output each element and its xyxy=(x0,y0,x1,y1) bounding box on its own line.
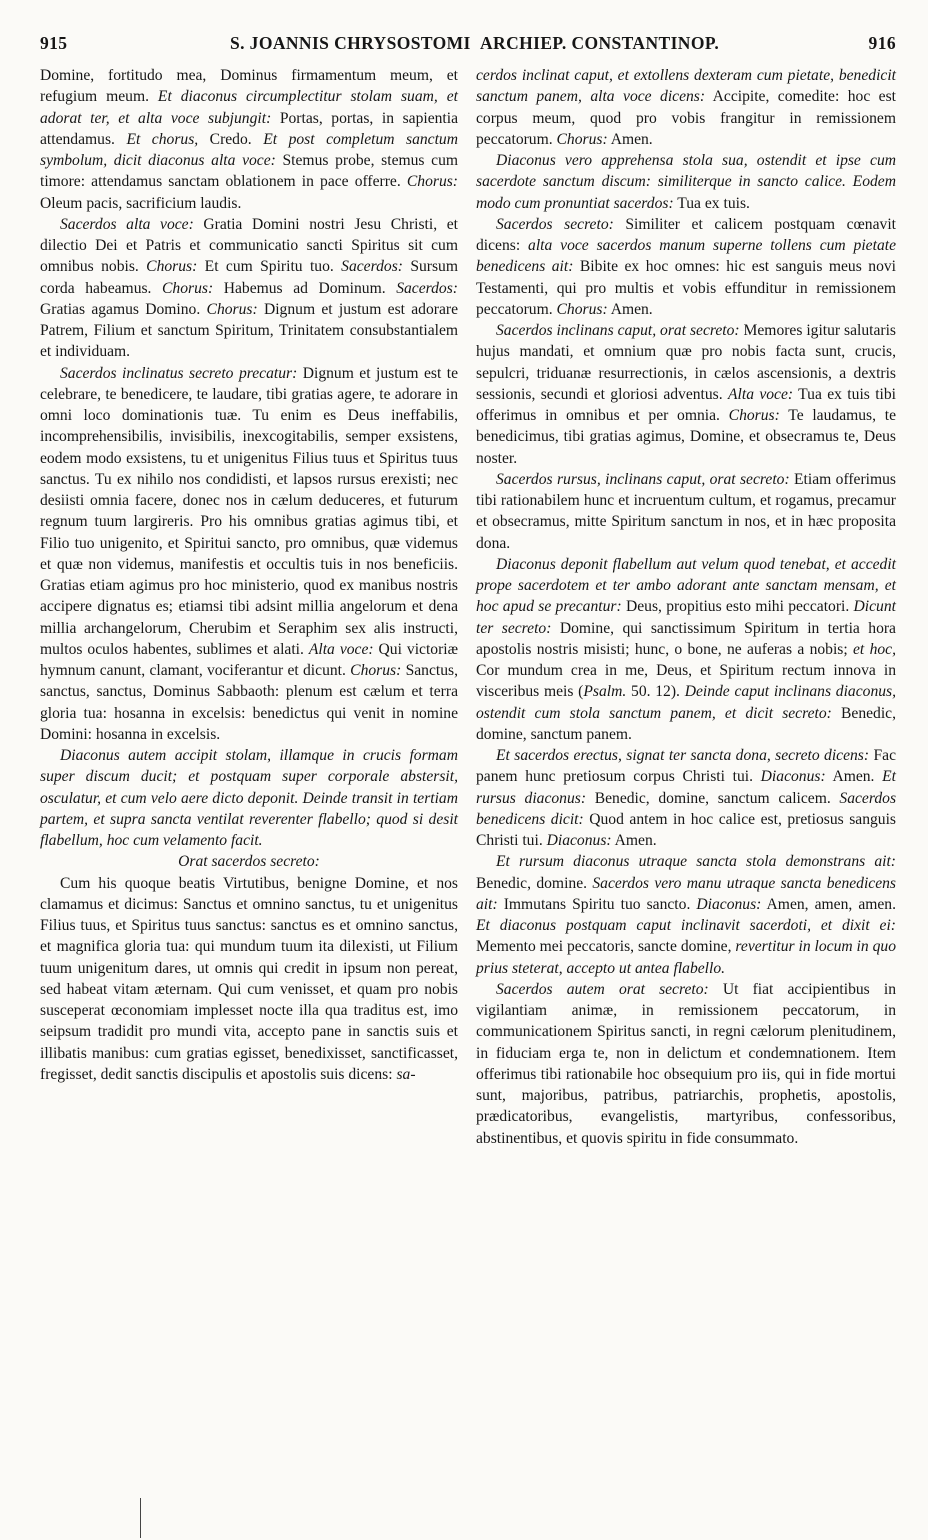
body-text: Benedic, domine. xyxy=(476,874,593,892)
rubric-text: Diaconus deponit flabellum aut velum quod tenebat, et accedit prope sacerdotem et ter ambo adorant ante sanctam mensam, et hoc apud se precantur: xyxy=(476,555,896,616)
body-text: Amen. xyxy=(611,832,657,849)
rubric-text: Et sacerdos erectus, signat ter sancta dona, secreto dicens: xyxy=(496,747,870,764)
rubric-text: Sacerdos secreto: xyxy=(496,215,614,233)
rubric-text: Deinde caput inclinans diaconus, ostendit cum stola sanctum panem, et dicit secreto: xyxy=(476,683,897,722)
body-text: Habemus ad Dominum. xyxy=(213,279,397,297)
body-text: Domine, qui sanctissimum Spiritum in tertia hora apostolis nostris misisti; hunc, o bone, ne auferas a nobis; xyxy=(476,619,896,658)
paragraph xyxy=(476,745,896,851)
body-text: Tua ex tuis tibi offerimus in omnibus et per omnia. xyxy=(476,385,896,424)
page-header xyxy=(40,33,896,63)
rubric-text: cerdos inclinat caput, et extollens dexteram cum pietate, benedicit sanctum panem, alta voce dicens: xyxy=(476,67,896,106)
rubric-text: Orat sacerdos secreto: xyxy=(178,853,320,871)
page-number-left: 915 xyxy=(40,33,68,53)
rubric-text: Chorus: xyxy=(146,258,198,276)
running-title-left: S. JOANNIS CHRYSOSTOMI xyxy=(230,33,471,53)
body-text: Portas, portas, in sapientia attendamus. xyxy=(40,109,458,148)
body-text: Domine, fortitudo mea, Dominus firmamentum meum, et refugium meum. xyxy=(40,67,458,106)
rubric-text: Alta voce: xyxy=(308,640,374,658)
rubric-text: Sacerdos benedicens dicit: xyxy=(476,789,897,828)
body-text: Cor mundum crea in me, Deus, et Spiritum rectum innova in visceribus meis ( xyxy=(476,662,896,701)
body-text: Quod antem in hoc calice est, pretiosus sanguis Christi tui. xyxy=(476,810,896,849)
body-text: Fac panem hunc pretiosum corpus Christi tui. xyxy=(476,747,897,786)
paragraph xyxy=(40,363,458,746)
paragraph xyxy=(476,554,896,745)
rubric-text: Diaconus: xyxy=(760,768,826,786)
rubric-text: Diaconus: xyxy=(546,832,612,849)
paragraph xyxy=(476,851,896,979)
rubric-text: Chorus: xyxy=(162,279,214,297)
left-text-column xyxy=(40,65,458,1085)
body-text: Accipite, comedite: hoc est corpus meum, quod pro vobis frangitur in remissionem peccatorum. xyxy=(476,88,896,148)
body-text: Memento mei peccatoris, sancte domine, xyxy=(476,938,736,956)
rubric-text: Diaconus: xyxy=(696,895,762,913)
body-text: Benedic, domine, sanctum panem. xyxy=(476,704,896,743)
body-text: Sanctus, sanctus, sanctus, Dominus Sabbaoth: plenum est cælum et terra gloria tua: hosanna in excelsis: benedictus qui venit in nomine Domini: hosanna in excelsis. xyxy=(40,662,458,743)
rubric-text: Sacerdos autem orat secreto: xyxy=(496,980,709,998)
page-number-right: 916 xyxy=(868,33,896,53)
rubric-text: Sacerdos alta voce: xyxy=(60,215,194,233)
rubric-text: Sacerdos inclinans caput, orat secreto: xyxy=(496,322,740,339)
rubric-text: Et rursum diaconus utraque sancta stola demonstrans ait: xyxy=(496,853,896,871)
paragraph xyxy=(40,745,458,851)
body-text: Memores igitur salutaris hujus mandati, et omnium quæ pro nobis facta sunt, crucis, sepulcri, triduanæ resurrectionis, in cælos ascensionis, a dextris sessionis, secundi et gloriosi adventus. xyxy=(476,322,896,403)
margin-pencil-mark xyxy=(140,1498,151,1538)
running-title-right: ARCHIEP. CONSTANTINOP. xyxy=(480,33,720,53)
body-text: Bibite ex hoc omnes: hic est sanguis meus novi Testamenti, qui pro multis et vobis effunditur in remissionem peccatorum. xyxy=(476,258,896,318)
body-text: Amen. xyxy=(825,768,883,786)
rubric-text: sa- xyxy=(396,1065,416,1083)
body-text: Sursum corda habeamus. xyxy=(40,258,458,297)
body-text: Qui victoriæ hymnum canunt, clamant, vociferantur et dicunt. xyxy=(40,640,459,679)
right-text-column xyxy=(476,65,896,1149)
rubric-text: Sacerdos inclinatus secreto precatur: xyxy=(60,364,298,382)
paragraph xyxy=(40,873,458,1086)
rubric-text: Chorus: xyxy=(556,130,608,148)
rubric-text: Et post completum sanctum symbolum, dicit diaconus alta voce: xyxy=(40,130,458,169)
rubric-text: Chorus: xyxy=(728,407,780,424)
body-text: Similiter et calicem postquam cœnavit dicens: xyxy=(476,215,896,254)
rubric-text: Diaconus autem accipit stolam, illamque in crucis formam super discum ducit; et postquam super corporale abstersit, osculatur, et cum velo aere dicto deponit. Deinde transit in tertiam partem, et supra sancta ventilat reverenter flabello; quod si desit flabellum, hoc cum velamento facit. xyxy=(40,747,458,849)
body-text: 50. 12). xyxy=(626,683,685,701)
body-text: Oleum pacis, sacrificium laudis. xyxy=(40,194,242,212)
body-text: Gratias agamus Domino. xyxy=(40,300,207,318)
paragraph xyxy=(476,979,896,1149)
body-text: Dignum et justum est te celebrare, te benedicere, te laudare, tibi gratias agere, te adorare in omni loco dominationis tuæ. Tu enim es Deus ineffabilis, incomprehensibilis, invisibilis, inexcogitabilis, semper exsistens, eodem modo exsistens, tu et unigenitus Filius tuus et Spiritus tuus sanctus. Tu ex nihilo nos condidisti, et lapsos rursus erexisti; nec desiisti omnia facere, donec nos in cælum deduceres, et futurum regnum tuum largireris. Pro his omnibus gratias agimus tibi, et Filio tuo unigenito, et Spiritui sancto, pro omnibus, quæ videmus et quæ non videmus, manifestis et occultis tuis in nos beneficiis. Gratias etiam agimus pro hoc ministerio, quod ex manibus nostris accipere dignatus es; etiamsi tibi adsint millia angelorum et dena millia archangelorum, Cherubim et Seraphim sex alis instructi, multos oculos habentes, sublimes et alati. xyxy=(40,364,458,658)
body-text: Gratia Domini nostri Jesu Christi, et dilectio Dei et Patris et communicatio sancti Spiritus sit cum omnibus nobis. xyxy=(40,215,458,276)
rubric-text: Sacerdos: xyxy=(341,258,403,276)
body-text: Deus, propitius esto mihi peccatori. xyxy=(621,598,854,616)
rubric-text: Chorus: xyxy=(406,173,458,191)
rubric-text: Et chorus, xyxy=(126,130,199,148)
rubric-text: Diaconus vero apprehensa stola sua, ostendit et ipse cum sacerdote sanctum discum: similiterque in sancto calice. Eodem modo cum pronuntiat sacerdos: xyxy=(476,152,896,212)
body-text: Tua ex tuis. xyxy=(673,194,750,212)
body-text: Stemus probe, stemus cum timore: attendamus sanctam oblationem in pace offerre. xyxy=(40,152,458,191)
paragraph xyxy=(476,150,896,214)
rubric-text: Sacerdos rursus, inclinans caput, orat secreto: xyxy=(496,470,790,488)
paragraph xyxy=(40,214,458,363)
rubric-text: Et diaconus postquam caput inclinavit sacerdoti, et dixit ei: xyxy=(476,917,896,934)
rubric-text: Chorus: xyxy=(206,300,258,318)
rubric-text: revertitur in locum in quo prius steterat, accepto ut antea flabello. xyxy=(476,938,896,977)
body-text: Etiam offerimus tibi rationabilem hunc et incruentum cultum, et rogamus, precamur et obsecramus, mitte Spiritum sanctum in nos, et in hæc proposita dona. xyxy=(476,470,896,552)
rubric-text: Sacerdos vero manu utraque sancta benedicens ait: xyxy=(476,874,896,913)
paragraph xyxy=(476,65,896,150)
paragraph xyxy=(476,469,896,554)
body-text: Amen, amen, amen. xyxy=(761,895,896,913)
rubric-text: Psalm. xyxy=(583,683,627,701)
rubric-text: et hoc, xyxy=(853,640,896,658)
rubric-text: alta voce sacerdos manum superne tollens cum pietate benedicens ait: xyxy=(476,237,896,276)
paragraph xyxy=(476,214,896,320)
body-text: Ut fiat accipientibus in vigilantiam animæ, in remissionem peccatorum, in communicationem Spiritus sancti, in regni cælorum plenitudinem, in fiduciam erga te, non in delictum et condemnationem. Item offerimus tibi rationabile hoc obsequium pro iis, qui in fide mortui sunt, majoribus, patribus, patriarchis, prophetis, apostolis, prædicatoribus, evangelistis, martyribus, confessoribus, abstinentibus, et quovis spiritu in fide consummato. xyxy=(476,980,896,1147)
rubric-text: Alta voce: xyxy=(728,385,794,403)
body-text: Dignum et justum est adorare Patrem, Filium et sanctum Spiritum, Trinitatem consubstantialem et individuam. xyxy=(40,300,458,361)
body-text: Amen. xyxy=(607,300,653,318)
body-text: Cum his quoque beatis Virtutibus, benigne Domine, et nos clamamus et dicimus: Sanctus et omnino sanctus, tu et unigenitus Filius tuus, et Spiritus tuus sanctus: sanctus es et omnino sanctus, et magnifica gloria tua: qui mundum tuum ita dilexisti, ut Filium tuum unigenitum dares, ut omnis qui credit in ipsum non pereat, sed habeat vitam æternam. Qui cum venisset, et quam pro nobis susceperat œconomiam implesset nocte illa qua traditus est, imo seipsum tradidit pro mundi vita, accepto pane in sanctis suis et illibatis manibus: cum gratias egisset, benedixisset, sanctificasset, fregisset, dedit sanctis discipulis et apostolis suis dicens: xyxy=(40,874,458,1083)
rubric-text: Chorus: xyxy=(350,662,402,679)
paragraph xyxy=(40,65,458,214)
body-text: Et cum Spiritu tuo. xyxy=(197,258,342,276)
rubric-text: Et diaconus circumplectitur stolam suam, et adorat ter, et alta voce subjungit: xyxy=(40,88,458,127)
rubric-text: Sacerdos: xyxy=(396,279,458,297)
rubric-text: Dicunt ter secreto: xyxy=(476,598,896,637)
body-text: Te laudamus, te benedicimus, tibi gratias agimus, Domine, et obsecramus te, Deus noster. xyxy=(476,407,897,467)
body-text: Benedic, domine, sanctum calicem. xyxy=(586,789,840,807)
body-text: Amen. xyxy=(607,130,653,148)
paragraph xyxy=(476,320,896,469)
rubric-text: Et rursus diaconus: xyxy=(476,768,896,807)
rubric-text: Chorus: xyxy=(556,300,608,318)
body-text: Immutans Spiritu tuo sancto. xyxy=(497,895,697,913)
body-text: Credo. xyxy=(198,130,264,148)
paragraph xyxy=(40,851,458,872)
